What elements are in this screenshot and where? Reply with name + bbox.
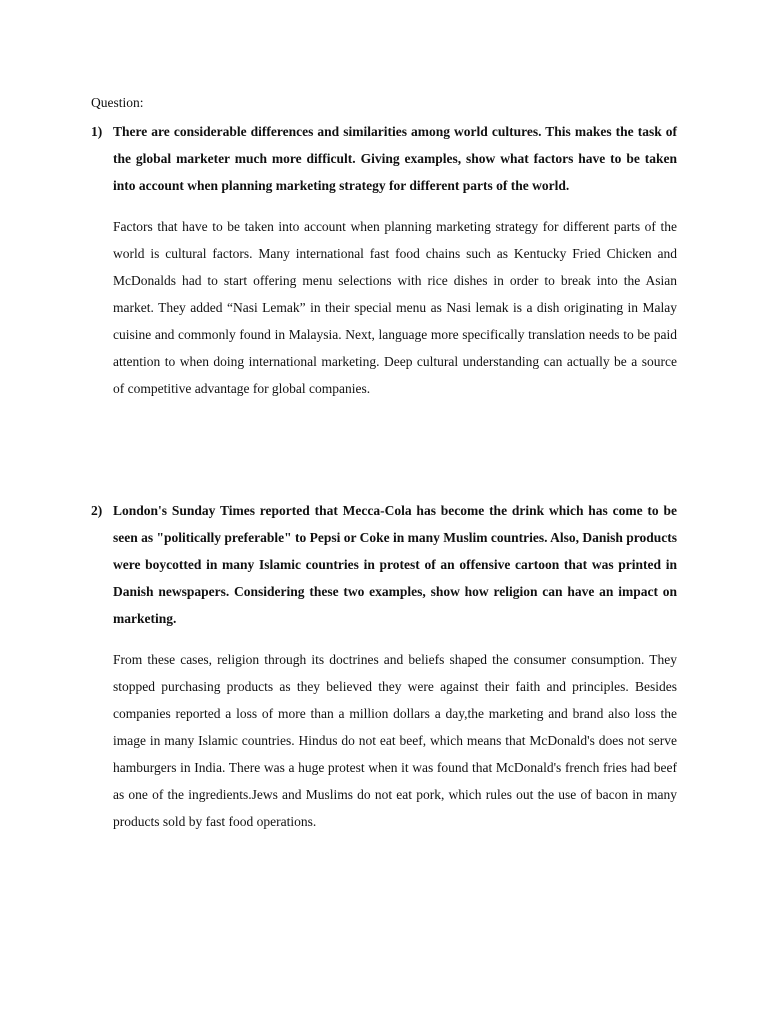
question-number: 1) bbox=[91, 124, 103, 139]
question-block-1 bbox=[91, 118, 677, 402]
question-number: 2) bbox=[91, 503, 103, 518]
question-heading: Question: bbox=[91, 95, 144, 110]
answer-paragraph: Factors that have to be taken into account when planning marketing strategy for different parts of the world is cultural factors. Many international fast food chains such as Kentucky Fried Chicken and McDonalds had to start offering menu selections with rice dishes in order to break into the Asian market. They added “Nasi Lemak” in their special menu as Nasi lemak is a dish originating in Malay cuisine and commonly found in Malaysia. Next, language more specifically translation needs to be paid attention to when doing international marketing. Deep cultural understanding can actually be a source of competitive advantage for global companies. bbox=[113, 219, 677, 396]
question-text: There are considerable differences and similarities among world cultures. This makes the task of the global marketer much more difficult. Giving examples, show what factors have to be taken into account when planning marketing strategy for different parts of the world. bbox=[113, 124, 677, 193]
question-block-2 bbox=[91, 497, 677, 835]
question-text: London's Sunday Times reported that Mecca-Cola has become the drink which has come to be seen as "politically preferable" to Pepsi or Coke in many Muslim countries. Also, Danish products were boycotted in many Islamic countries in protest of an offensive cartoon that was printed in Danish newspapers. Considering these two examples, show how religion can have an impact on marketing. bbox=[113, 503, 678, 626]
answer-paragraph: From these cases, religion through its doctrines and beliefs shaped the consumer consumption. They stopped purchasing products as they believed they were against their faith and principles. Besides companies reported a loss of more than a million dollars a day,the marketing and brand also loss the image in many Islamic countries. Hindus do not eat beef, which means that McDonald's does not serve hamburgers in India. There was a huge protest when it was found that McDonald's french fries had beef as one of the ingredients.Jews and Muslims do not eat pork, which rules out the use of bacon in many products sold by fast food operations. bbox=[113, 652, 677, 829]
